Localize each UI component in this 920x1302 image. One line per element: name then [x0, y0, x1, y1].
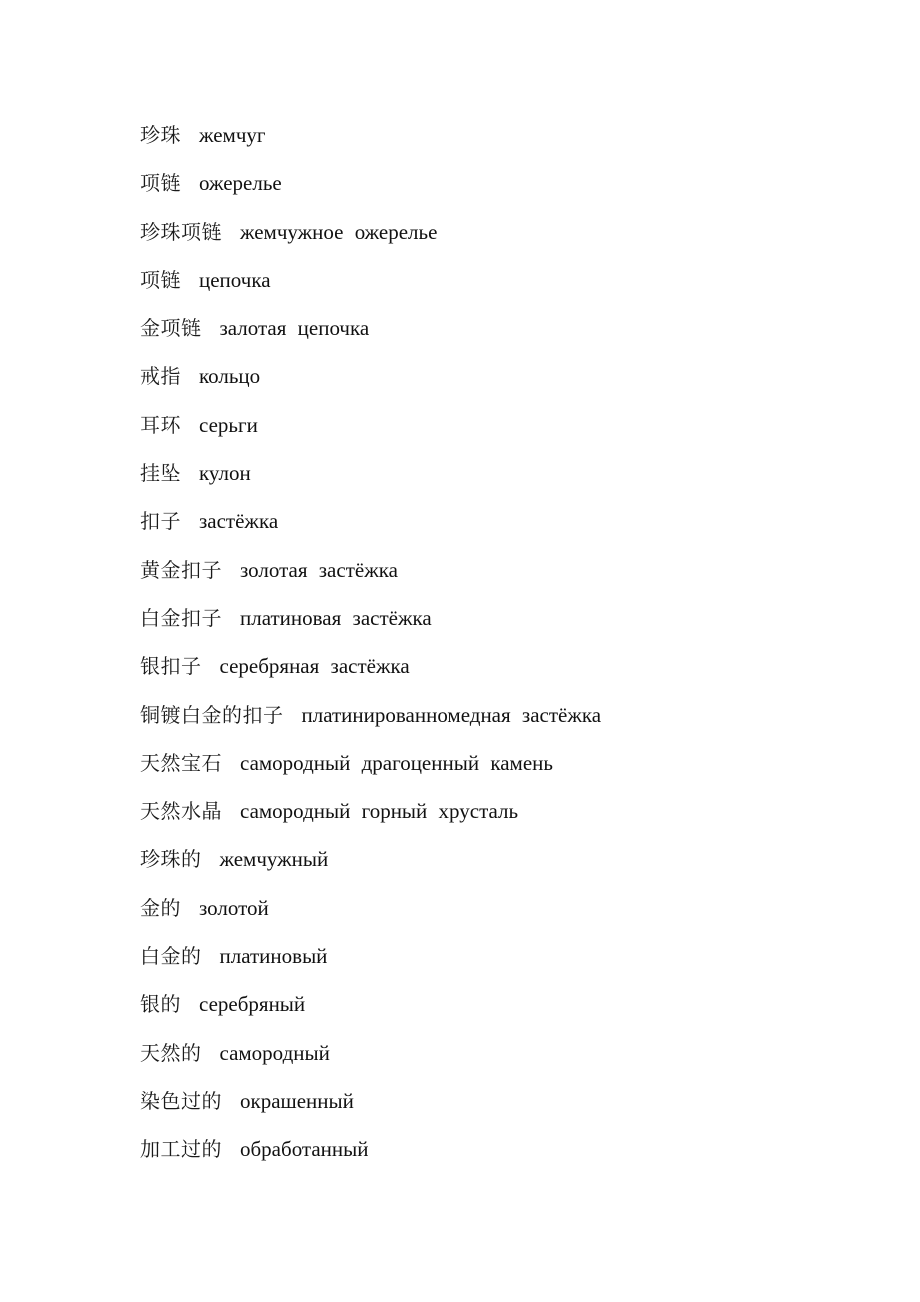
russian-term: платинированномедная застёжка [301, 702, 602, 727]
vocabulary-entry [140, 698, 601, 746]
russian-term: обработанный [240, 1137, 369, 1162]
vocabulary-entry [140, 166, 601, 214]
russian-term: кольцо [199, 364, 261, 389]
chinese-term: 戒指 [140, 364, 181, 389]
vocabulary-entry [140, 746, 601, 794]
vocabulary-entry [140, 1084, 601, 1132]
russian-term: жемчужное ожерелье [240, 219, 438, 244]
chinese-term: 银的 [140, 992, 181, 1017]
chinese-term: 白金的 [140, 944, 202, 969]
vocabulary-entry [140, 987, 601, 1035]
chinese-term: 珍珠的 [140, 847, 202, 872]
vocabulary-entry [140, 311, 601, 359]
vocabulary-entry [140, 649, 601, 697]
russian-term: кулон [199, 461, 251, 486]
chinese-term: 染色过的 [140, 1088, 222, 1113]
russian-term: самородный горный хрусталь [240, 799, 519, 824]
vocabulary-entry [140, 408, 601, 456]
chinese-term: 珍珠 [140, 123, 181, 147]
chinese-term: 银扣子 [140, 654, 202, 679]
chinese-term: 天然水晶 [140, 799, 222, 824]
vocabulary-entry [140, 1132, 601, 1180]
russian-term: цепочка [199, 267, 271, 292]
chinese-term: 白金扣子 [140, 605, 222, 630]
vocabulary-entry [140, 842, 601, 890]
chinese-term: 项链 [140, 267, 181, 292]
chinese-term: 扣子 [140, 509, 181, 534]
russian-term: самородный драгоценный камень [240, 750, 553, 775]
chinese-term: 铜镀白金的扣子 [140, 702, 284, 727]
russian-term: жемчуг [199, 123, 266, 147]
vocabulary-entry [140, 794, 601, 842]
vocabulary-entry [140, 456, 601, 504]
russian-term: ожерелье [199, 171, 282, 196]
vocabulary-entry [140, 601, 601, 649]
vocabulary-entry [140, 553, 601, 601]
chinese-term: 珍珠项链 [140, 219, 222, 244]
russian-term: платиновая застёжка [240, 605, 432, 630]
vocabulary-entry [140, 939, 601, 987]
chinese-term: 金项链 [140, 316, 202, 341]
chinese-term: 加工过的 [140, 1137, 222, 1162]
vocabulary-entry [140, 504, 601, 552]
vocabulary-entry [140, 891, 601, 939]
chinese-term: 黄金扣子 [140, 557, 222, 582]
chinese-term: 挂坠 [140, 461, 181, 486]
russian-term: серебряный [199, 992, 306, 1017]
russian-term: золотая застёжка [240, 557, 398, 582]
russian-term: платиновый [219, 944, 328, 969]
russian-term: самородный [219, 1040, 330, 1065]
russian-term: серьги [199, 412, 258, 437]
russian-term: золотой [199, 895, 269, 920]
russian-term: залотая цепочка [219, 316, 370, 341]
chinese-term: 项链 [140, 171, 181, 196]
vocabulary-entry [140, 118, 601, 166]
russian-term: жемчужный [219, 847, 329, 872]
chinese-term: 金的 [140, 895, 181, 920]
vocabulary-entry [140, 263, 601, 311]
vocabulary-entry [140, 1036, 601, 1084]
vocabulary-list [140, 118, 601, 1181]
russian-term: окрашенный [240, 1088, 354, 1113]
russian-term: застёжка [199, 509, 279, 534]
russian-term: серебряная застёжка [219, 654, 410, 679]
vocabulary-entry [140, 215, 601, 263]
chinese-term: 天然的 [140, 1040, 202, 1065]
vocabulary-entry [140, 359, 601, 407]
chinese-term: 天然宝石 [140, 750, 222, 775]
chinese-term: 耳环 [140, 412, 181, 437]
